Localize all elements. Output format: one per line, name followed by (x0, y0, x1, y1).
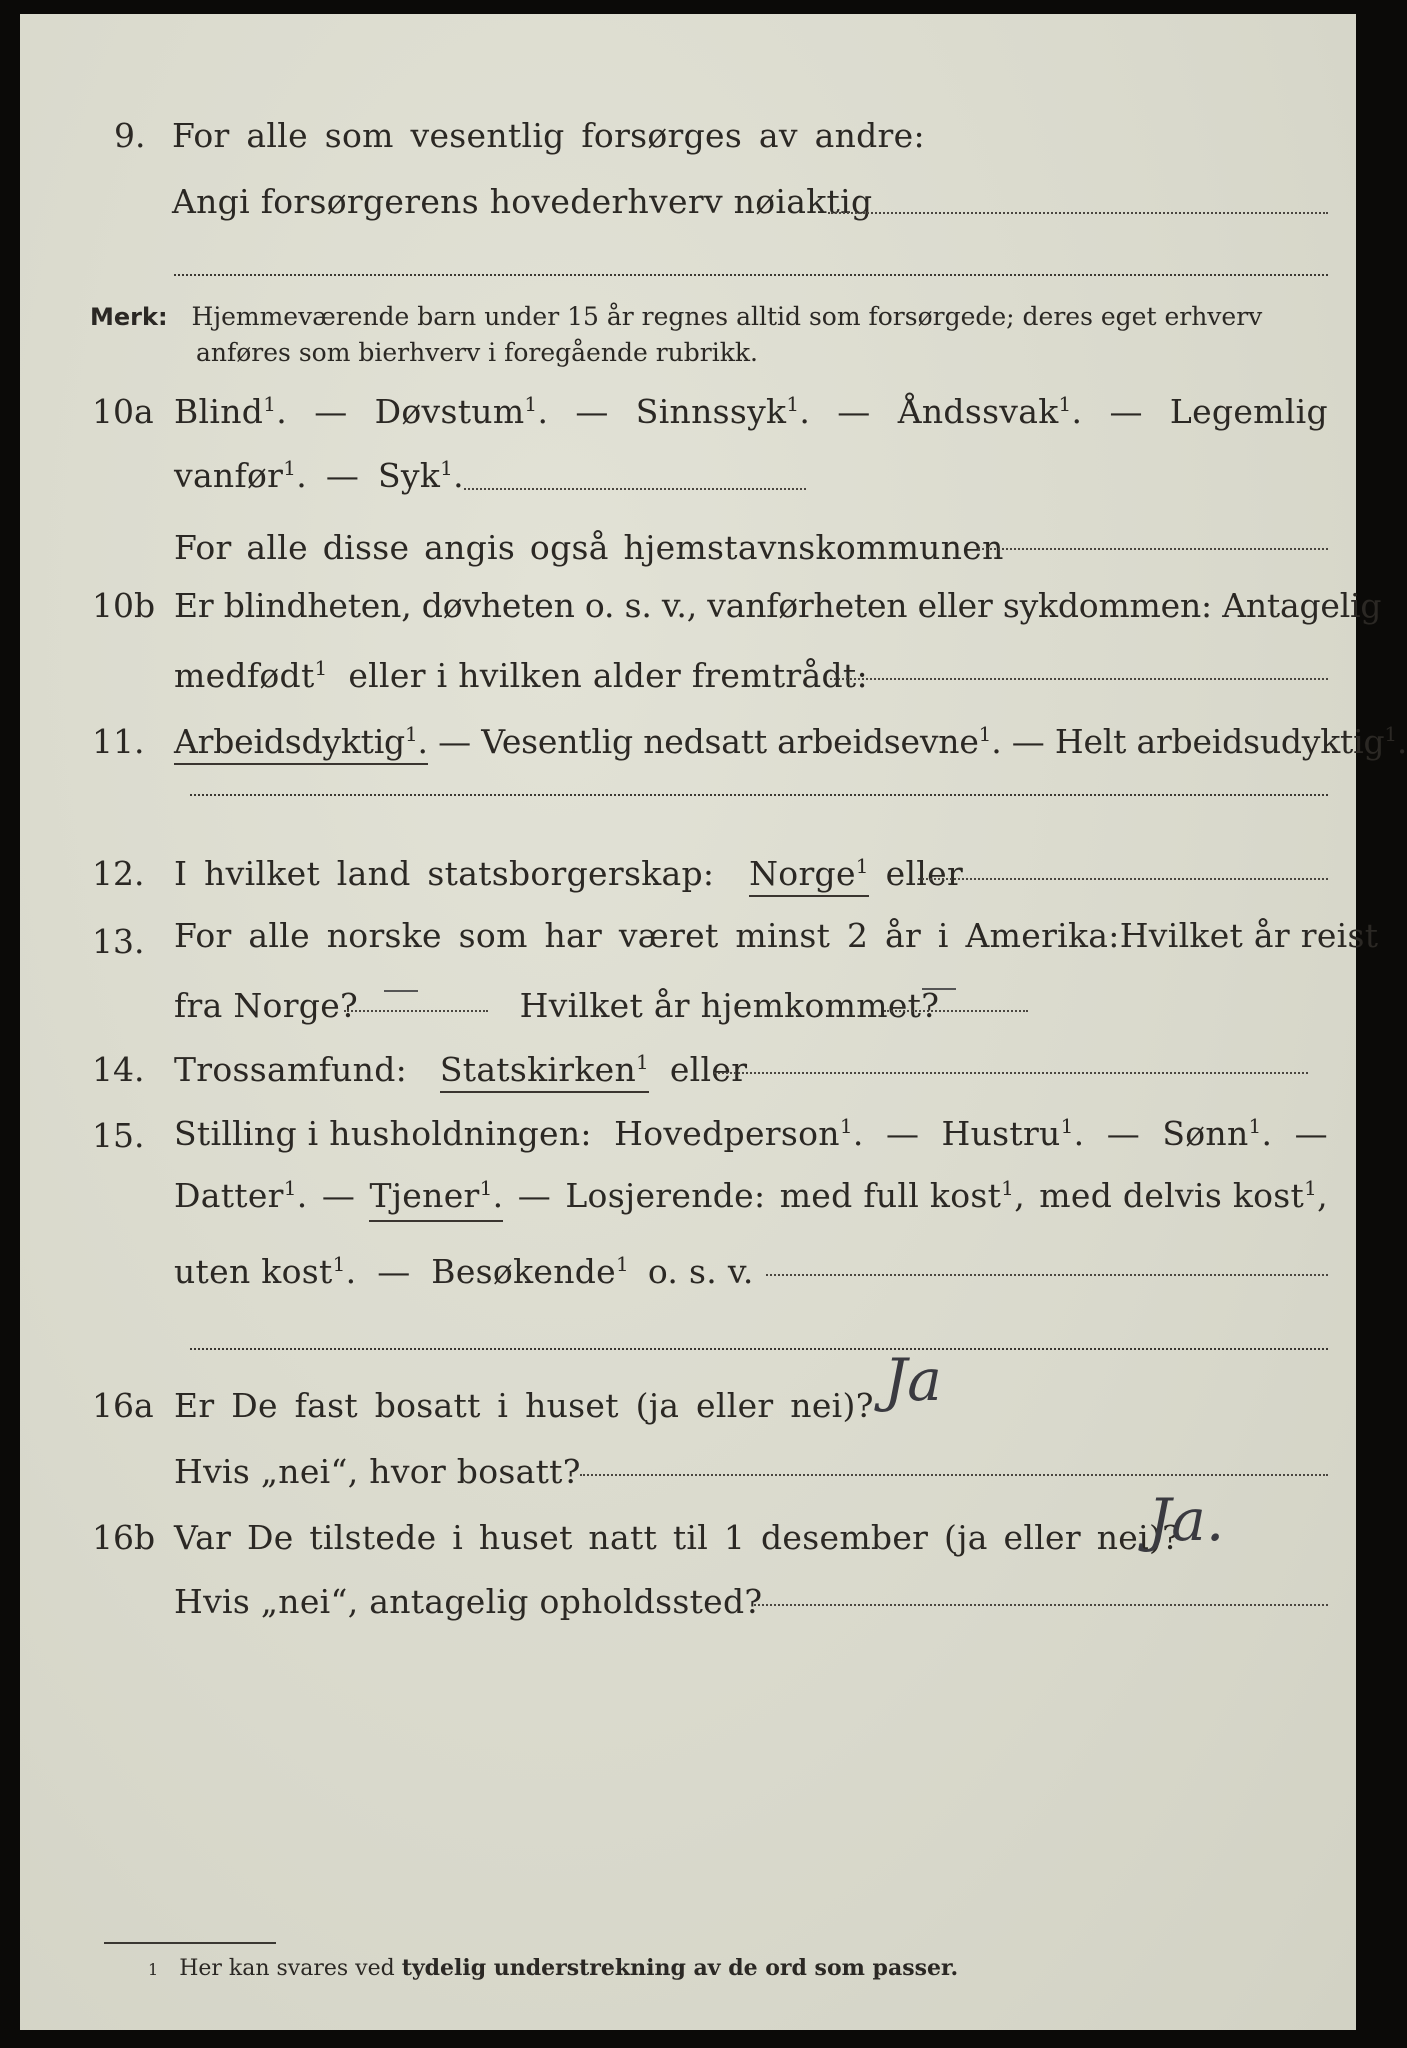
q10a-andssvak[interactable]: Åndssvak (897, 392, 1059, 431)
q15-answer-dots[interactable] (766, 1274, 1328, 1276)
q10a-blind[interactable]: Blind (174, 392, 264, 431)
q15-line3: uten kost$^1$. — Besøkende$^1$ o. s. v. (174, 1252, 754, 1291)
q9-line1: For alle som vesentlig forsørges av andre: (172, 116, 925, 155)
footnote-text2: tydelig understrekning av de ord som passer. (401, 1955, 959, 1981)
q11-separator (190, 794, 1328, 796)
q14-answer-dots[interactable] (714, 1072, 1308, 1074)
q15-uten-kost[interactable]: uten kost (174, 1252, 333, 1291)
q15-line1: Stilling i husholdningen: Hovedperson$^1$. — Hustru$^1$. — Sønn$^1$. — (174, 1114, 1328, 1153)
q12-answer-dots[interactable] (918, 878, 1328, 880)
q10a-number: 10a (92, 392, 154, 431)
footnote (148, 1954, 958, 1984)
q14-statskirken-underlined[interactable]: Statskirken$^1$ (440, 1050, 649, 1093)
merk-line2: anføres som bierhverv i foregående rubrikk. (196, 338, 758, 367)
q16a-bosatt-dots[interactable] (580, 1474, 1328, 1476)
q13-line2: fra Norge? Hvilket år hjemkommet? (174, 986, 940, 1025)
q15-datter[interactable]: Datter (174, 1176, 284, 1215)
q10a-line1: Blind$^1$. — Døvstum$^1$. — Sinnssyk$^1$. — Åndssvak$^1$. — Legemlig (174, 390, 1328, 434)
q15-besokende[interactable]: Besøkende (431, 1252, 617, 1291)
q10b-medfodt[interactable]: medfødt (174, 656, 315, 695)
q10a-hjemstavn-dots[interactable] (978, 548, 1328, 550)
q13-dash-mark-2 (922, 988, 956, 990)
census-form-page (20, 14, 1407, 2030)
q15-hovedperson[interactable]: Hovedperson (614, 1114, 840, 1153)
q10b-answer-dots[interactable] (830, 678, 1328, 680)
q11-line: Arbeidsdyktig$^1$. — Vesentlig nedsatt arbeidsevne$^1$. — Helt arbeidsudyktig$^1$. (174, 720, 1407, 764)
q10b-line1: Er blindheten, døvheten o. s. v., vanførheten eller sykdommen: Antagelig (174, 586, 1382, 625)
q15-full-kost[interactable]: med full kost (779, 1176, 1002, 1215)
q12-norge-underlined[interactable]: Norge$^1$ (749, 854, 869, 897)
q16a-line2: Hvis „nei“, hvor bosatt? (174, 1452, 581, 1491)
q15-delvis-kost[interactable]: med delvis kost (1039, 1176, 1305, 1215)
q15-separator (190, 1348, 1328, 1350)
q16b-handwritten-answer[interactable]: Ja. (1148, 1486, 1225, 1554)
footnote-mark: 1 (148, 1960, 159, 1979)
q15-hustru[interactable]: Hustru (941, 1114, 1061, 1153)
q16b-line1: Var De tilstede i huset natt til 1 desember (ja eller nei)? (174, 1518, 1181, 1557)
q10a-line3: For alle disse angis også hjemstavnskommunen (174, 528, 1004, 567)
q11-number: 11. (92, 722, 145, 761)
q10a-sinnssyk[interactable]: Sinnssyk (635, 392, 787, 431)
q13-reist-dots[interactable] (344, 1010, 488, 1012)
q10a-legemlig[interactable]: Legemlig (1169, 392, 1328, 431)
q10b-number: 10b (92, 586, 156, 625)
q13-number: 13. (92, 922, 145, 961)
q13-line1: For alle norske som har været minst 2 år i Amerika: Hvilket år reist (174, 916, 1379, 955)
q11-arbeidsdyktig-underlined[interactable]: Arbeidsdyktig$^1$. (174, 722, 428, 765)
q9-separator (174, 274, 1328, 276)
q11-udyktig[interactable]: Helt arbeidsudyktig (1054, 722, 1385, 761)
q12-line: I hvilket land statsborgerskap: Norge$^1$ eller (174, 852, 963, 896)
q9-answer-dots[interactable] (828, 212, 1328, 214)
q10a-dovstum[interactable]: Døvstum (374, 392, 525, 431)
q10b-line2: medfødt$^1$ eller i hvilken alder fremtrådt: (174, 656, 868, 695)
q12-number: 12. (92, 854, 145, 893)
q16b-number: 16b (92, 1518, 156, 1557)
q14-line: Trossamfund: Statskirken$^1$ eller (174, 1048, 747, 1092)
q16a-number: 16a (92, 1386, 154, 1425)
q10a-syk-dots[interactable] (464, 488, 806, 490)
q9-line2: Angi forsørgerens hovederhverv nøiaktig (172, 182, 873, 221)
q11-nedsatt[interactable]: Vesentlig nedsatt arbeidsevne (481, 722, 979, 761)
q15-line2: Datter$^1$. — Tjener$^1$. — Losjerende: med full kost$^1$, med delvis kost$^1$, (174, 1174, 1328, 1222)
q9-number: 9. (114, 116, 146, 155)
q10a-line2: vanfør$^1$. — Syk$^1$. (174, 456, 464, 495)
footnote-rule (104, 1942, 276, 1944)
q10a-syk[interactable]: Syk (377, 456, 441, 495)
q14-number: 14. (92, 1050, 145, 1089)
q16b-line2: Hvis „nei“, antagelig opholdssted? (174, 1582, 763, 1621)
q15-sonn[interactable]: Sønn (1162, 1114, 1249, 1153)
footnote-text1: Her kan svares ved (179, 1956, 395, 1981)
q10a-vanfor[interactable]: vanfør (174, 456, 284, 495)
merk-note (90, 300, 1262, 334)
q16a-line1: Er De fast bosatt i huset (ja eller nei)? (174, 1386, 874, 1425)
q13-dash-mark-1 (384, 990, 418, 992)
merk-label: Merk: (90, 303, 168, 331)
q15-tjener-underlined[interactable]: Tjener$^1$. (369, 1174, 503, 1222)
q13-hjemkommet-dots[interactable] (884, 1010, 1028, 1012)
q15-number: 15. (92, 1116, 145, 1155)
q16a-handwritten-answer[interactable]: Ja (884, 1346, 942, 1414)
q16b-opholdssted-dots[interactable] (754, 1604, 1328, 1606)
merk-line1: Hjemmeværende barn under 15 år regnes alltid som forsørgede; deres eget erhverv (191, 302, 1263, 331)
